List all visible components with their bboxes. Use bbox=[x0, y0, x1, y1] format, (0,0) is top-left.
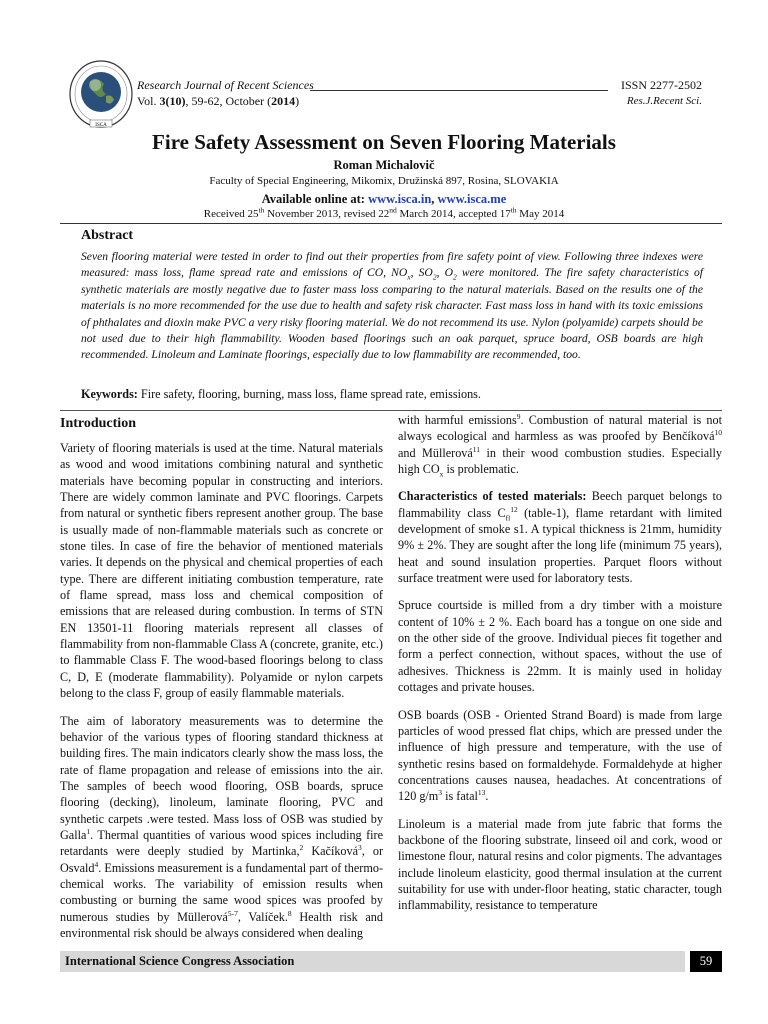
availability: Available online at: www.isca.in, www.isca.me bbox=[261, 192, 507, 206]
paragraph: Spruce courtside is milled from a dry timber with a moisture content of 10% ± 2 %. Each board has a tongue on one side and on the other side of the groove. Individual pieces fit together and form a perfect connection, without spaces, without the use of adhesives. Thickness is 22mm. It is mainly used in holiday cottages and private houses. bbox=[398, 598, 722, 695]
superscript: 8 bbox=[287, 908, 292, 918]
author: Roman Michalovič bbox=[333, 158, 435, 172]
superscript: 9 bbox=[516, 411, 521, 421]
superscript: 3 bbox=[438, 788, 443, 798]
keywords bbox=[81, 387, 481, 402]
superscript: th bbox=[258, 205, 265, 215]
link-isca-me[interactable]: www.isca.me bbox=[437, 192, 507, 206]
subscript: 2 bbox=[452, 272, 457, 282]
paragraph: The aim of laboratory measurements was to determine the behavior of the various types of flooring standard thickness at building fires. The main indicators clearly show the mass loss, the rate of flame propagation and release of emissions into the air. The samples of beech wood flooring, OSB boards, spruce flooring (decking), linoleum, laminate flooring, PVC and synthetic carpets .were tested. Mass loss of OSB was studied by Galla$^1$. Thermal quantities of various wood spices including fire retardants were deeply studied by Martinka,$^2$ Kačíková$^3$, or Osvald$^4$. Emissions measurement is a fundamental part of thermo-chemical works. The variability of emission results when combusting or burning the same wood spices was proofed by numerous studies by Müllerová$^{5-7}$, Valíček.$^8$ Health risk and environmental risk should be always considered when dealing bbox=[60, 713, 384, 940]
superscript: 3 bbox=[358, 843, 362, 853]
superscript: th bbox=[510, 205, 517, 215]
paragraph: Linoleum is a material made from jute fabric that forms the backbone of the flooring substrate, linseed oil and cork, wood or limestone flour, natural resins and color pigments. The advantages include linoleum elasticity, good thermal insulation at the current suitability for use with under-floor heating, static character, tough inflammability, resistance to temperature bbox=[398, 816, 722, 913]
subscript: x bbox=[439, 469, 444, 479]
svg-text:ISCA: ISCA bbox=[95, 123, 107, 128]
paragraph: Characteristics of tested materials: Beech parquet belongs to flammability class $C_{fl}^{12}$ (table-1), flame retardant with limited development of smoke s1. A typical thickness is 21mm, humidity 9% ± 2%. They are sought after the long life (minimum 75 years), heat and sound insulation properties. Parquet floors without surface treatment were used for laboratory tests. bbox=[398, 489, 723, 586]
superscript: 13 bbox=[477, 788, 486, 798]
subscript: 2 bbox=[432, 272, 437, 282]
paragraph: Variety of flooring materials is used at the time. Natural materials as wood and wood imitations combining natural and synthetic materials have becoming popular in constructing and interiors. There are widely common laminate and PVC floorings. Carpets from natural or synthetic fibers represent another group. The base is usually made of non-flammable materials such as concrete or stone tiles. In case of fire the behavior of mentioned materials varies. It depends on the physical and chemical properties of each type. There are different initiating combustion temperature, rate of flame spread, mass loss and chemical composition of emissions that are released during combustion. In terms of STN EN 13501-11 flooring materials represent all classes of flammability from non-flammable Class A (concrete, granite, etc.) to flammable Class F. The wood-based floorings belong to class C, D, E (moderate flammability). Polyamide or nylon carpets belong to the class F, group of easily flammable materials. bbox=[60, 441, 383, 701]
divider bbox=[60, 223, 722, 224]
paragraph: OSB boards (OSB - Oriented Strand Board) is made from large particles of wood pressed flat chips, which are pressed under the influence of high pressure and temperature, with the use of synthetic resins based on formaldehyde. Formaldehyde at higher concentrations causes nausea, headaches. At concentrations of 120 $g/m^3$ is fatal$^{13}$. bbox=[398, 707, 722, 804]
journal-volume: Vol. 3(10), 59-62, October (2014) bbox=[137, 94, 300, 108]
superscript: 12 bbox=[510, 504, 518, 514]
abstract-text: Seven flooring material were tested in order to find out their properties from fire safety point of view. Following three indexes were measured: mass loss, flame spread rate and emissions of CO, $NO_x$, $SO_2$, $O_2$ were monitored. The fire safety characteristics of synthetic materials are mostly negative due to faster mass loss comparing to the natural materials. Based on the results one of the materials is no more recommended for the use due to health and safety risk character. Fast mass loss in hand with its toxic emissions of phthalates and dioxin make PVC a very risky flooring material. We do not recommend its use. Nylon (polyamide) carpets should be not used due to their high flammability. Wooden based floorings such an oak parquet, spruce board, OSB boards are high recommended. Linoleum and Laminate floorings, especially due to low flammability are recommended, too. bbox=[81, 250, 703, 362]
bold-text: 2014 bbox=[271, 94, 296, 108]
footer-association: International Science Congress Association bbox=[65, 954, 295, 968]
subscript: fl bbox=[505, 513, 511, 523]
paper-title: Fire Safety Assessment on Seven Flooring Materials bbox=[152, 130, 616, 154]
divider bbox=[60, 410, 722, 411]
journal-logo bbox=[68, 60, 134, 132]
introduction-heading: Introduction bbox=[60, 416, 136, 431]
superscript: 2 bbox=[299, 843, 304, 853]
subscript: x bbox=[407, 272, 411, 282]
issn: ISSN 2277-2502 bbox=[620, 78, 702, 92]
received-dates: Received 25th November 2013, revised 22nd March 2014, accepted 17th May 2014 bbox=[203, 205, 565, 220]
paragraph: with harmful emissions$^9$. Combustion of natural material is not always ecological and harmless as was proofed by Benčíková$^{10}$ and Müllerová$^{11}$ in their wood combustion studies. Especially high $CO_x$ is problematic. bbox=[398, 411, 722, 479]
header-rule bbox=[310, 90, 608, 91]
link-isca-in[interactable]: www.isca.in bbox=[368, 192, 432, 206]
superscript: 10 bbox=[714, 428, 722, 438]
superscript: 11 bbox=[472, 444, 481, 454]
superscript: 5-7 bbox=[227, 908, 238, 918]
page-number: 59 bbox=[690, 951, 722, 972]
superscript: nd bbox=[389, 205, 397, 215]
bold-text: 3(10) bbox=[159, 94, 186, 108]
keywords-list: Fire safety, flooring, burning, mass loss, flame spread rate, emissions. bbox=[137, 387, 481, 401]
left-column bbox=[60, 416, 383, 941]
abstract-heading: Abstract bbox=[81, 228, 134, 243]
footer-bar bbox=[60, 951, 685, 972]
journal-abbrev: Res.J.Recent Sci. bbox=[626, 95, 702, 107]
available-label: Available online at: bbox=[261, 192, 369, 206]
affiliation: Faculty of Special Engineering, Mikomix, Družinská 897, Rosina, SLOVAKIA bbox=[209, 175, 559, 187]
journal-name: Research Journal of Recent Sciences bbox=[137, 78, 314, 92]
bold-text: Characteristics of tested materials: bbox=[398, 489, 587, 504]
keywords-label: Keywords: bbox=[81, 387, 138, 401]
superscript: 1 bbox=[86, 826, 91, 836]
right-column bbox=[398, 412, 722, 914]
superscript: 4 bbox=[94, 859, 99, 869]
